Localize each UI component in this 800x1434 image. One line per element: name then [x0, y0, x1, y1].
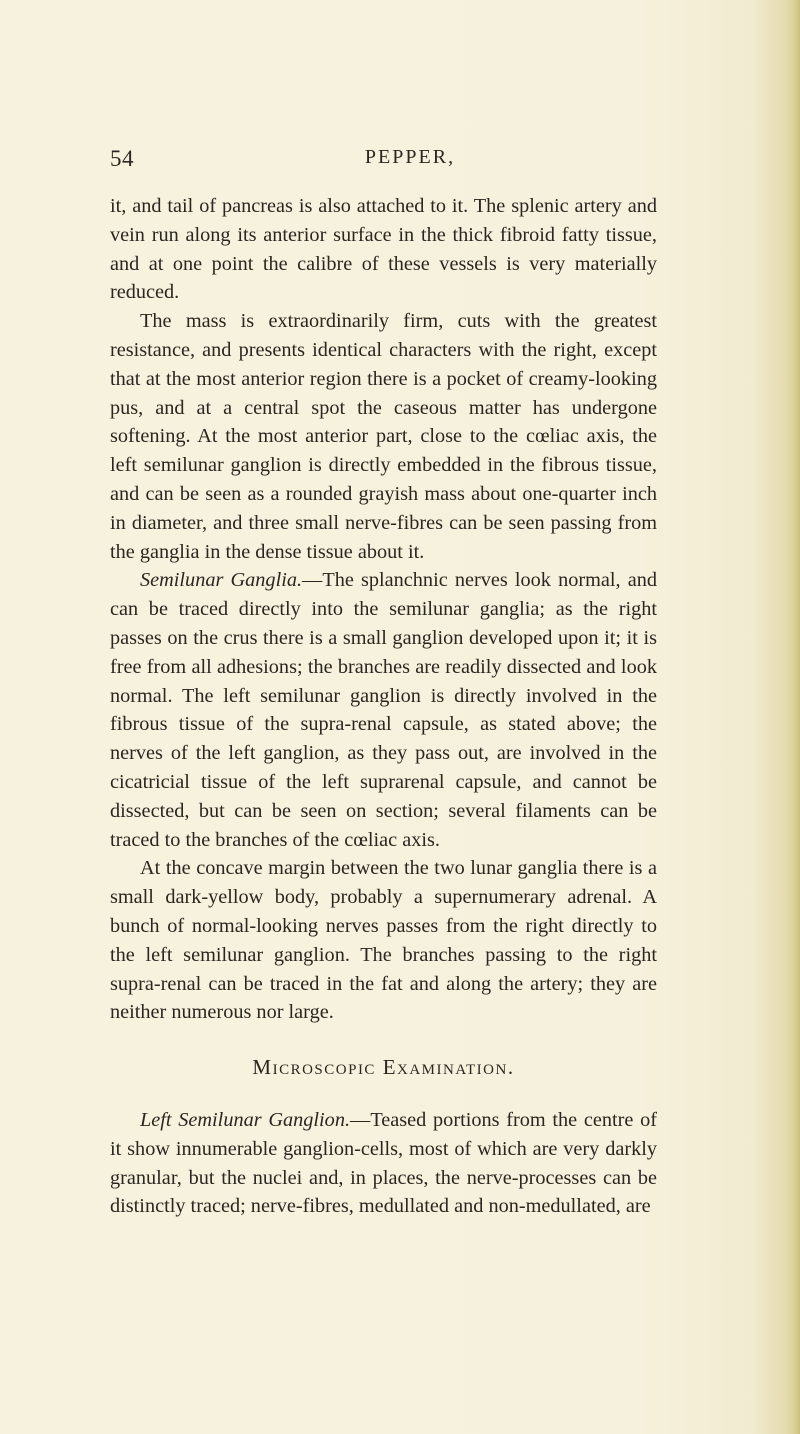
paragraph-heading: Left Semilunar Ganglion.	[140, 1108, 351, 1131]
paragraph-text: it, and tail of pancreas is also attached to it. The splenic artery and vein run along its anterior surface in the thick fibroid fatty tissue, and at one point the calibre of these vessels is very materially reduced.	[110, 195, 657, 304]
paragraph-text: At the concave margin between the two lunar ganglia there is a small dark-yellow body, probably a supernumerary adrenal. A bunch of normal-looking nerves passes from the right directly to the left semilunar ganglion. The branches passing to the right supra-renal can be traced in the fat and along the artery; they are neither numerous nor large.	[110, 857, 657, 1024]
paragraph-text: The mass is extraordinarily firm, cuts with the greatest resistance, and presents identical characters with the right, except that at the most anterior region there is a pocket of creamy-looking pus, and at a central spot the caseous matter has undergone softening. At the most anterior part, close to the cœliac axis, the left semilunar ganglion is directly embedded in the fibrous tissue, and can be seen as a rounded grayish mass about one-quarter inch in diameter, and three small nerve-fibres can be seen passing from the ganglia in the dense tissue about it.	[110, 310, 657, 563]
body-text	[110, 192, 657, 1221]
paragraph-continued	[110, 192, 657, 307]
page-edge-shadow	[786, 0, 800, 1434]
section-heading: Microscopic Examination.	[252, 1055, 515, 1080]
page-number: 54	[110, 146, 134, 171]
paragraph-semilunar-ganglia	[110, 566, 657, 854]
running-head: PEPPER,	[364, 146, 456, 168]
paragraph-concave-margin	[110, 854, 657, 1027]
paragraph-heading: Semilunar Ganglia.	[140, 569, 303, 592]
paragraph-mass-description	[110, 307, 657, 566]
paragraph-text: —Teased portions from the centre of it show innumerable ganglion-cells, most of which are very darkly granular, but the nuclei and, in places, the nerve-processes can be distinctly traced; nerve-fibres, medullated and non-medullated, are	[110, 1108, 657, 1218]
page-header	[110, 146, 710, 176]
paragraph-left-semilunar-ganglion	[110, 1106, 657, 1221]
paragraph-text: —The splanchnic nerves look normal, and can be traced directly into the semilunar ganglia; as the right passes on the crus there is a small ganglion developed upon it; it is free from all adhesions; the branches are readily dissected and look normal. The left semilunar ganglion is directly involved in the fibrous tissue of the supra-renal capsule, as stated above; the nerves of the left ganglion, as they pass out, are involved in the cicatricial tissue of the left suprarenal capsule, and cannot be dissected, but can be seen on section; several filaments can be traced to the branches of the cœliac axis.	[110, 569, 657, 851]
